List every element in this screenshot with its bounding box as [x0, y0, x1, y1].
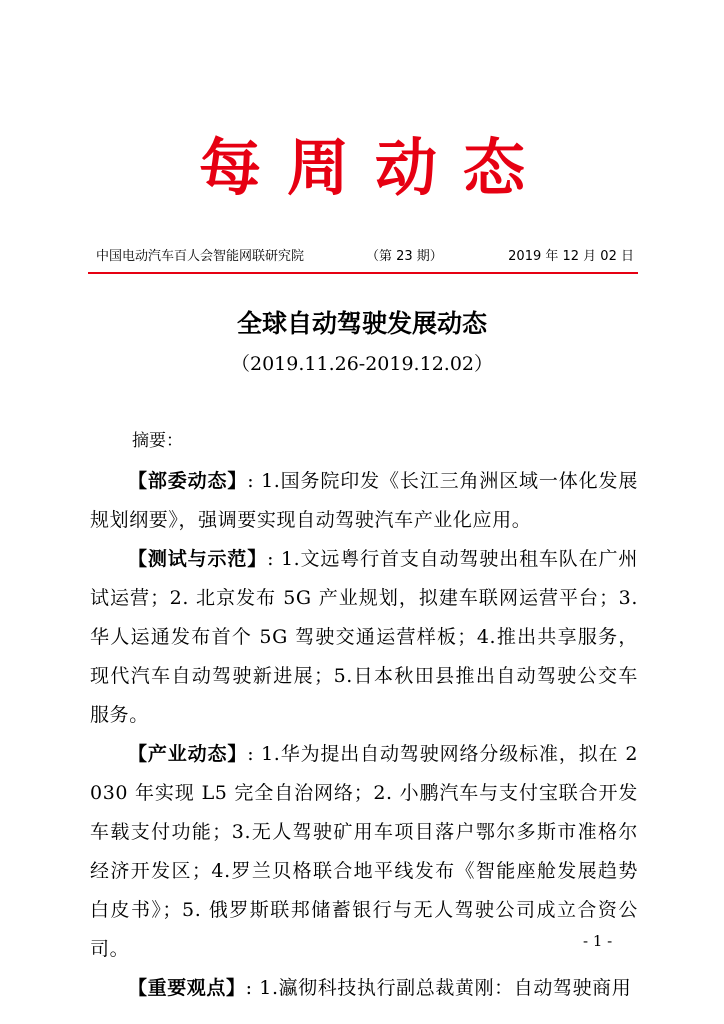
abstract — [90, 422, 638, 1008]
section-text: : 1.华为提出自动驾驶网络分级标准，拟在 2030 年实现 L5 完全自治网络；2. 小鹏汽车与支付宝联合开发车载支付功能；3.无人驾驶矿用车项目落户鄂尔多斯市准格尔经济开发区；4.罗兰贝格联合地平线发布《智能座舱发展趋势白皮书》；5. 俄罗斯联邦储蓄银行与无人驾驶公司成立合资公司。 — [90, 743, 639, 960]
section-ministry-news — [90, 462, 638, 540]
section-text: : 1.国务院印发《长江三角洲区域一体化发展规划纲要》，强调要实现自动驾驶汽车产业化应用。 — [90, 470, 638, 531]
date-range: （2019.11.26-2019.12.02） — [231, 353, 493, 375]
header-info-row — [96, 247, 634, 267]
section-testing-demonstration — [90, 540, 638, 735]
abstract-heading: 摘要： — [132, 431, 183, 451]
organization-name: 中国电动汽车百人会智能网联研究院 — [96, 249, 305, 264]
section-tag: 【重要观点】 — [128, 977, 246, 999]
issue-number: （第 23 期） — [366, 249, 443, 264]
section-text: : 1.文远粤行首支自动驾驶出租车队在广州试运营；2. 北京发布 5G 产业规划，拟建车联网运营平台；3.华人运通发布首个 5G 驾驶交通运营样板；4.推出共享服务，现代汽车自动驾驶新进展；5.日本秋田县推出自动驾驶公交车服务。 — [90, 548, 639, 726]
issue-date: 2019 年 12 月 02 日 — [508, 249, 634, 264]
masthead-title: 每周动态 — [198, 131, 551, 204]
section-tag: 【测试与示范】 — [128, 548, 268, 570]
page-number: - 1 - — [583, 932, 613, 950]
section-industry-news — [90, 735, 638, 969]
document-title: 全球自动驾驶发展动态 — [236, 309, 487, 338]
section-tag: 【部委动态】 — [128, 470, 248, 492]
section-text: : 1.瀛彻科技执行副总裁黄刚：自动驾驶商用 — [245, 977, 632, 999]
section-key-viewpoints — [90, 969, 638, 1008]
section-tag: 【产业动态】 — [128, 743, 248, 765]
header-divider — [88, 272, 638, 274]
